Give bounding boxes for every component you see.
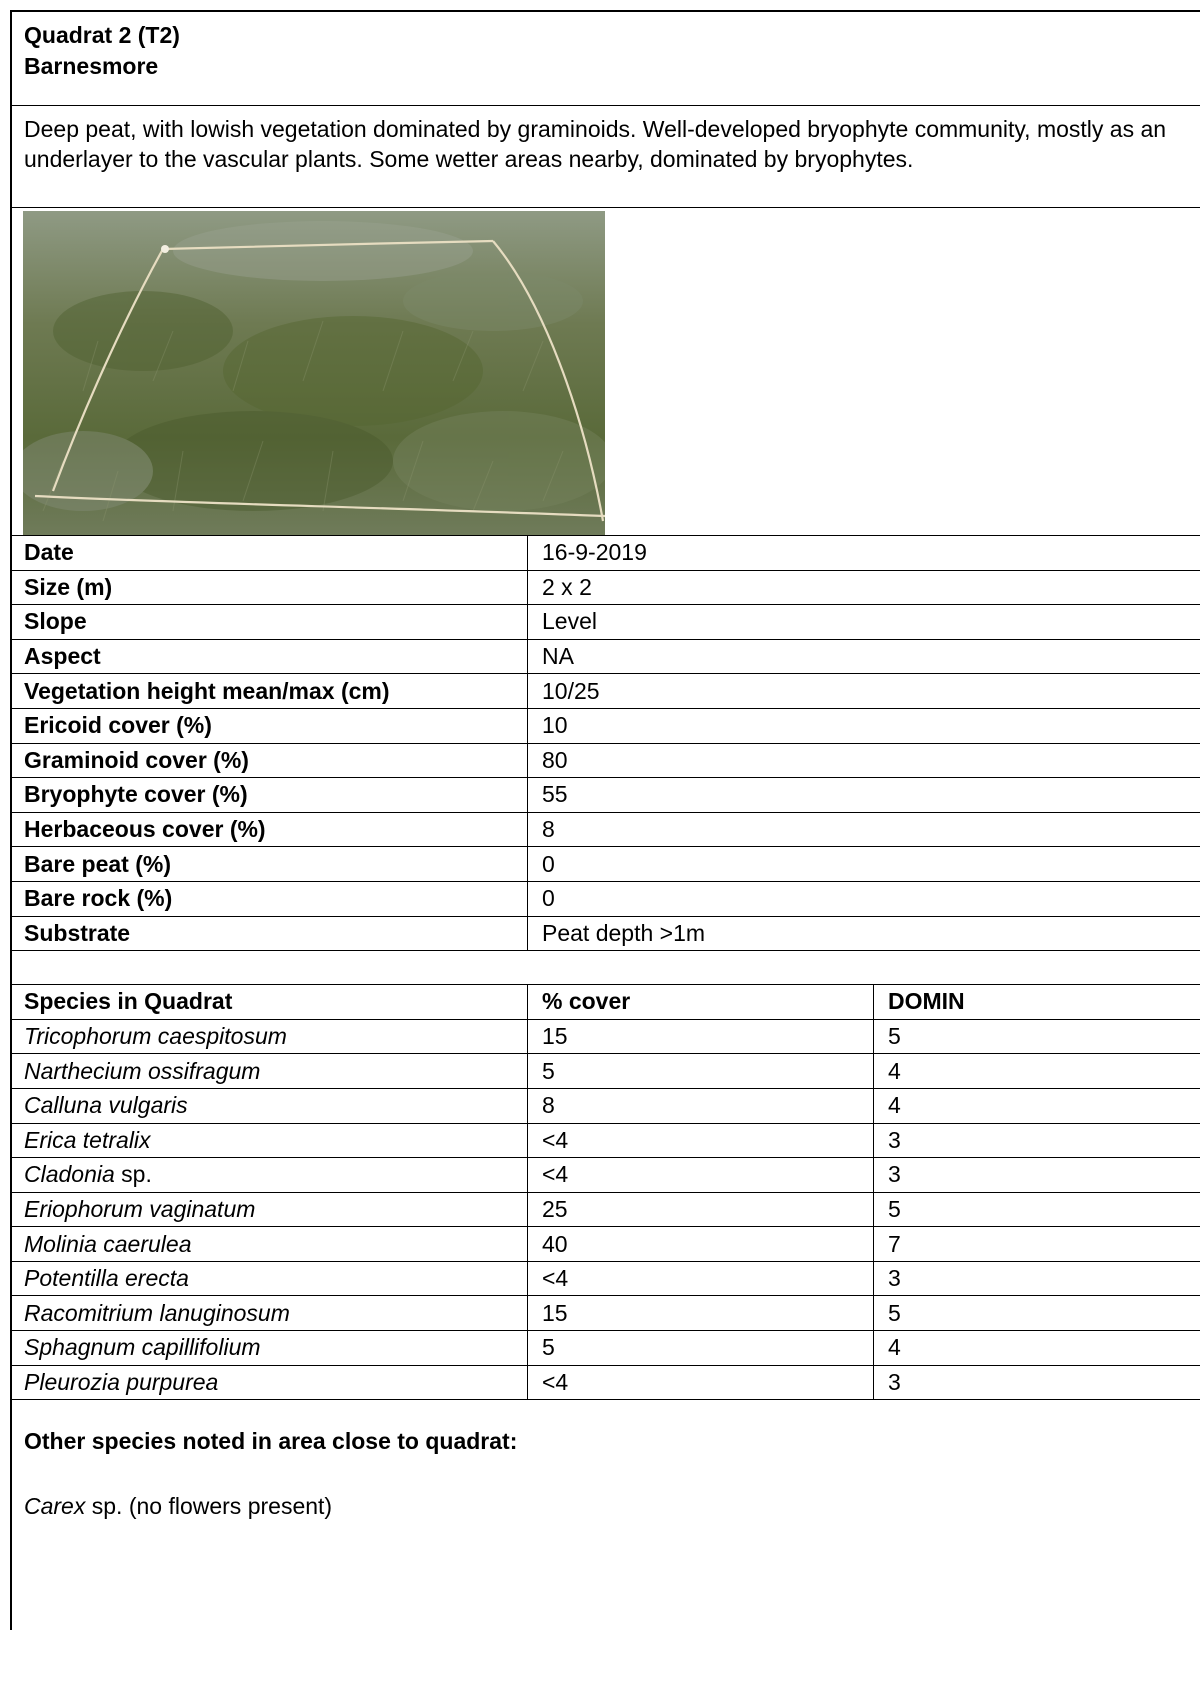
species-row bbox=[12, 1193, 1200, 1228]
attribute-label: Substrate bbox=[12, 917, 528, 951]
habitat-description: Deep peat, with lowish vegetation dominated by graminoids. Well-developed bryophyte community, mostly as an underlayer to the vascular plants. Some wetter areas nearby, dominated by bryophytes. bbox=[12, 106, 1200, 208]
site-name: Barnesmore bbox=[24, 53, 159, 79]
species-row bbox=[12, 1296, 1200, 1331]
species-domin: 5 bbox=[888, 1195, 901, 1222]
attribute-label: Bare peat (%) bbox=[12, 847, 528, 881]
attribute-value: 0 bbox=[542, 885, 555, 912]
species-name: Sphagnum capillifolium bbox=[24, 1334, 261, 1361]
species-domin: 3 bbox=[888, 1161, 901, 1188]
attribute-label: Date bbox=[12, 536, 528, 570]
attribute-value: 2 x 2 bbox=[542, 573, 592, 600]
species-cover: 5 bbox=[528, 1054, 874, 1088]
attribute-value: 8 bbox=[542, 816, 555, 843]
quadrat-record-sheet bbox=[10, 10, 1200, 1630]
species-domin: 5 bbox=[888, 1299, 901, 1326]
attribute-value: 80 bbox=[542, 746, 568, 773]
species-table-header bbox=[12, 985, 1200, 1020]
species-row bbox=[12, 1158, 1200, 1193]
species-row bbox=[12, 1054, 1200, 1089]
species-cover: <4 bbox=[528, 1262, 874, 1296]
attribute-value: 16-9-2019 bbox=[542, 539, 647, 566]
attribute-row bbox=[12, 778, 1200, 813]
species-row bbox=[12, 1366, 1200, 1401]
species-name: Eriophorum vaginatum bbox=[24, 1195, 256, 1222]
attribute-row bbox=[12, 605, 1200, 640]
species-row bbox=[12, 1262, 1200, 1297]
species-name: Erica tetralix bbox=[24, 1126, 151, 1153]
attribute-row bbox=[12, 917, 1200, 952]
species-domin: 5 bbox=[888, 1023, 901, 1050]
attribute-value: 10 bbox=[542, 712, 568, 739]
species-cover: 25 bbox=[528, 1193, 874, 1227]
photo-row bbox=[12, 208, 1200, 536]
species-cover: 15 bbox=[528, 1296, 874, 1330]
attribute-row bbox=[12, 813, 1200, 848]
species-name: Cladonia bbox=[24, 1161, 115, 1188]
record-header bbox=[12, 12, 1200, 106]
species-row bbox=[12, 1020, 1200, 1055]
species-domin: 3 bbox=[888, 1126, 901, 1153]
attribute-label: Slope bbox=[12, 605, 528, 639]
species-name: Racomitrium lanuginosum bbox=[24, 1299, 290, 1326]
attribute-row bbox=[12, 536, 1200, 571]
attribute-row bbox=[12, 571, 1200, 606]
quadrat-photo bbox=[23, 211, 605, 535]
species-suffix: sp. bbox=[114, 1161, 152, 1188]
species-name: Potentilla erecta bbox=[24, 1265, 189, 1292]
quadrat-title: Quadrat 2 (T2) bbox=[24, 22, 180, 48]
attribute-label: Graminoid cover (%) bbox=[12, 744, 528, 778]
spacer-row bbox=[12, 951, 1200, 985]
attribute-label: Bare rock (%) bbox=[12, 882, 528, 916]
species-name: Narthecium ossifragum bbox=[24, 1057, 261, 1084]
species-domin: 4 bbox=[888, 1092, 901, 1119]
species-cover: <4 bbox=[528, 1366, 874, 1400]
species-cover: <4 bbox=[528, 1124, 874, 1158]
attribute-row bbox=[12, 709, 1200, 744]
species-row bbox=[12, 1089, 1200, 1124]
species-domin: 3 bbox=[888, 1368, 901, 1395]
species-name: Molinia caerulea bbox=[24, 1230, 192, 1257]
species-domin: 7 bbox=[888, 1230, 901, 1257]
attribute-row bbox=[12, 847, 1200, 882]
attribute-row bbox=[12, 674, 1200, 709]
attribute-row bbox=[12, 744, 1200, 779]
species-domin: 4 bbox=[888, 1057, 901, 1084]
attribute-row bbox=[12, 640, 1200, 675]
other-species-heading: Other species noted in area close to quadrat: bbox=[24, 1428, 518, 1455]
species-row bbox=[12, 1227, 1200, 1262]
attribute-value: 55 bbox=[542, 781, 568, 808]
species-cover: 40 bbox=[528, 1227, 874, 1261]
species-row bbox=[12, 1331, 1200, 1366]
attribute-value: 10/25 bbox=[542, 677, 600, 704]
species-cover: 15 bbox=[528, 1020, 874, 1054]
attribute-row bbox=[12, 882, 1200, 917]
species-row bbox=[12, 1124, 1200, 1159]
attribute-value: NA bbox=[542, 643, 574, 670]
species-name: Tricophorum caespitosum bbox=[24, 1023, 287, 1050]
attribute-label: Bryophyte cover (%) bbox=[12, 778, 528, 812]
other-species-section bbox=[12, 1400, 1200, 1630]
attribute-label: Ericoid cover (%) bbox=[12, 709, 528, 743]
column-header-domin: DOMIN bbox=[888, 988, 965, 1015]
species-cover: 8 bbox=[528, 1089, 874, 1123]
attribute-value: 0 bbox=[542, 850, 555, 877]
attribute-label: Size (m) bbox=[12, 571, 528, 605]
species-name: Calluna vulgaris bbox=[24, 1092, 188, 1119]
species-domin: 3 bbox=[888, 1265, 901, 1292]
attribute-label: Herbaceous cover (%) bbox=[12, 813, 528, 847]
column-header-cover: % cover bbox=[528, 985, 874, 1019]
other-species-entry bbox=[24, 1493, 1200, 1520]
other-species-name: Carex bbox=[24, 1493, 86, 1520]
attribute-value: Level bbox=[542, 608, 597, 635]
attribute-label: Vegetation height mean/max (cm) bbox=[12, 674, 528, 708]
species-cover: <4 bbox=[528, 1158, 874, 1192]
attribute-value: Peat depth >1m bbox=[542, 919, 706, 946]
species-name: Pleurozia purpurea bbox=[24, 1368, 219, 1395]
species-domin: 4 bbox=[888, 1334, 901, 1361]
attribute-label: Aspect bbox=[12, 640, 528, 674]
species-cover: 5 bbox=[528, 1331, 874, 1365]
other-species-suffix: sp. (no flowers present) bbox=[85, 1493, 333, 1520]
column-header-species: Species in Quadrat bbox=[12, 985, 528, 1019]
